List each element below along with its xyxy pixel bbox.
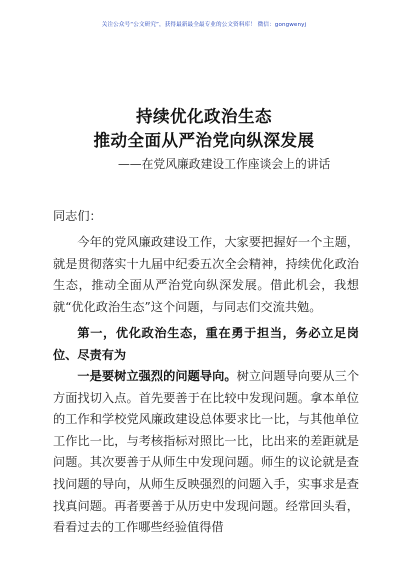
- header-note: 关注公众号“公文研究”，获得最新最全最专业的公文资料库！ 微信：gongwenyj: [101, 22, 307, 28]
- salutation: 同志们：: [53, 209, 102, 223]
- paragraph-2-lead: 一是要树立强烈的问题导向。: [77, 369, 237, 383]
- subtitle: ——在党风廉政建设工作座谈会上的讲话: [118, 157, 331, 171]
- paragraph-1: 今年的党风廉政建设工作，大家要把握好一个主题，就是贯彻落实十九届中纪委五次全会精神，持续优化政治生态，推动全面从严治党向纵深发展。借此机会，我想就“优化政治生态”这个问题，与同志们交流共勉。: [53, 235, 359, 314]
- section-heading-1: 第一，优化政治生态，重在勇于担当，务必立足岗位、尽责有为: [53, 326, 359, 362]
- paragraph-2: [53, 366, 359, 539]
- title-line-2: 推动全面从严治党向纵深发展: [93, 131, 315, 150]
- paragraph-2-body: 树立问题导向要从三个方面找切入点。首先要善于在比较中发现问题。拿本单位的工作和学校党风廉政建设总体要求比一比，与其他单位工作比一比，与考核指标对照比一比，比出来的差距就是问题。其次要善于从师生中发现问题。师生的议论就是查找问题的导向，从师生反映强烈的问题入手，实事求是查找真问题。再者要善于从历史中发现问题。经常回头看，看看过去的工作哪些经验值得借: [53, 369, 360, 535]
- title-line-1: 持续优化政治生态: [136, 107, 272, 126]
